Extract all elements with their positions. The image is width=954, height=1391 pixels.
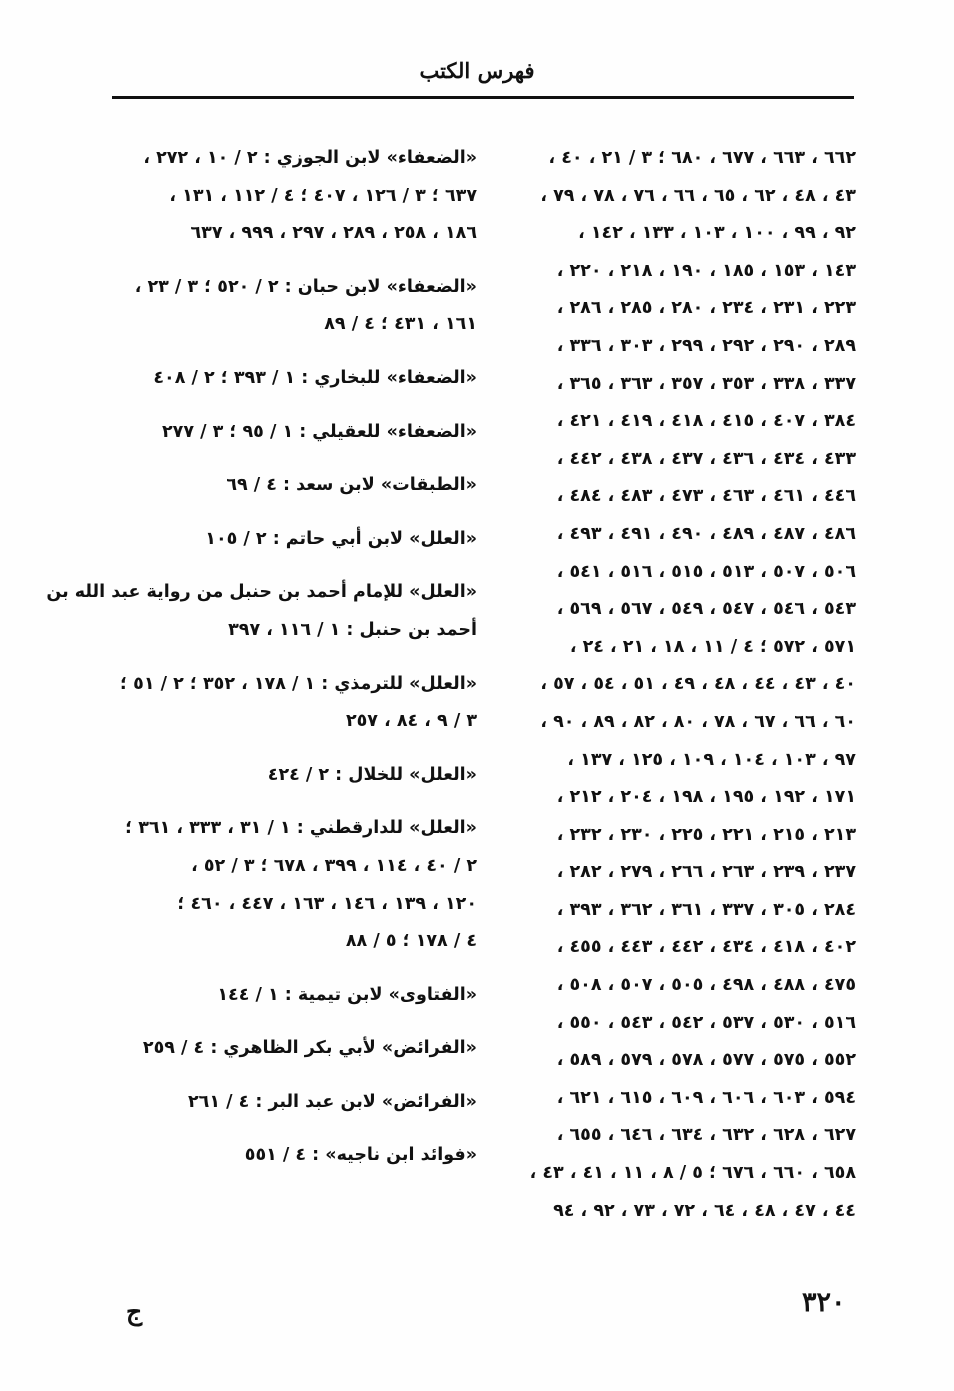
book-entry-line: «الضعفاء» للبخاري : ١ / ٣٩٣ ؛ ٢ / ٤٠٨ xyxy=(153,367,477,388)
book-entry-line: ٢ / ٤٠ ، ١١٤ ، ٣٩٩ ، ٦٧٨ ؛ ٣ / ٥٢ ، xyxy=(191,855,477,876)
book-entry xyxy=(112,757,477,795)
index-line: ٢٢٣ ، ٢٣١ ، ٢٣٤ ، ٢٨٠ ، ٢٨٥ ، ٢٨٦ ، xyxy=(556,298,856,319)
book-entry xyxy=(112,810,477,960)
index-line: ٦٠ ، ٦٦ ، ٦٧ ، ٧٨ ، ٨٠ ، ٨٢ ، ٨٩ ، ٩٠ ، xyxy=(540,711,856,732)
book-entry-line: «فوائد ابن ناجيه» : ٤ / ٥٥١ xyxy=(244,1145,477,1166)
header-rule xyxy=(112,96,854,99)
book-entry-line: ٤ / ١٧٨ ؛ ٥ / ٨٨ xyxy=(345,931,477,952)
book-entry xyxy=(112,140,477,253)
book-entry-line: «العلل» للترمذي : ١ / ١٧٨ ، ٣٥٢ ؛ ٢ / ٥١ ؛ xyxy=(120,673,477,694)
book-entry xyxy=(112,1137,477,1175)
book-entry xyxy=(112,1084,477,1122)
index-line: ١٤٣ ، ١٥٣ ، ١٨٥ ، ١٩٠ ، ٢١٨ ، ٢٢٠ ، xyxy=(556,260,856,281)
book-entry xyxy=(112,360,477,398)
index-line: ٢٨٤ ، ٣٠٥ ، ٣٣٧ ، ٣٦١ ، ٣٦٢ ، ٣٩٣ ، xyxy=(556,899,856,920)
index-line: ٤٣ ، ٤٨ ، ٦٢ ، ٦٥ ، ٦٦ ، ٧٦ ، ٧٨ ، ٧٩ ، xyxy=(540,185,856,206)
index-line: ٦٦٢ ، ٦٦٣ ، ٦٧٧ ، ٦٨٠ ؛ ٣ / ٢١ ، ٤٠ ، xyxy=(548,148,856,168)
book-entry-line: «الفرائض» لابن عبد البر : ٤ / ٢٦١ xyxy=(187,1091,477,1112)
page-number: ٣٢٠ xyxy=(802,1287,846,1318)
book-entry-line: ١٨٦ ، ٢٥٨ ، ٢٨٩ ، ٢٩٧ ، ٩٩٩ ، ٦٣٧ xyxy=(190,223,477,244)
book-entry xyxy=(112,1030,477,1068)
index-line: ٥٠٦ ، ٥٠٧ ، ٥١٣ ، ٥١٥ ، ٥١٦ ، ٥٤١ ، xyxy=(556,561,856,582)
index-line: ٤٤٦ ، ٤٦١ ، ٤٦٣ ، ٤٧٣ ، ٤٨٣ ، ٤٨٤ ، xyxy=(556,486,856,507)
book-entry-line: أحمد بن حنبل : ١ / ١١٦ ، ٣٩٧ xyxy=(228,619,477,640)
book-entry-line: «الفرائض» لأبي بكر الظاهري : ٤ / ٢٥٩ xyxy=(142,1038,477,1059)
book-entry-line: ٣ / ٩ ، ٨٤ ، ٢٥٧ xyxy=(345,711,477,732)
index-line: ٦٥٨ ، ٦٦٠ ، ٦٧٦ ؛ ٥ / ٨ ، ١١ ، ٤١ ، ٤٣ ، xyxy=(529,1163,856,1184)
book-entry xyxy=(112,977,477,1015)
index-line: ٢٨٩ ، ٢٩٠ ، ٢٩٢ ، ٢٩٩ ، ٣٠٣ ، ٣٣٦ ، xyxy=(556,335,856,356)
index-line: ٤٧٥ ، ٤٨٨ ، ٤٩٨ ، ٥٠٥ ، ٥٠٧ ، ٥٠٨ ، xyxy=(556,975,856,996)
book-entry-line: «الطبقات» لابن سعد : ٤ / ٦٩ xyxy=(226,475,477,496)
book-entry-line: ٦٣٧ ؛ ٣ / ١٢٦ ، ٤٠٧ ؛ ٤ / ١١٢ ، ١٣١ ، xyxy=(169,185,477,206)
book-entry xyxy=(112,269,477,344)
index-line: ٤٣٣ ، ٤٣٤ ، ٤٣٦ ، ٤٣٧ ، ٤٣٨ ، ٤٤٢ ، xyxy=(556,448,856,469)
index-line: ٥٤٣ ، ٥٤٦ ، ٥٤٧ ، ٥٤٩ ، ٥٦٧ ، ٥٦٩ ، xyxy=(556,599,856,620)
book-entry xyxy=(46,574,477,649)
book-entry xyxy=(112,521,477,559)
book-entry-line: «الضعفاء» للعقيلي : ١ / ٩٥ ؛ ٣ / ٢٧٧ xyxy=(161,421,477,442)
index-line: ٦٢٧ ، ٦٢٨ ، ٦٣٢ ، ٦٣٤ ، ٦٤٦ ، ٦٥٥ ، xyxy=(556,1125,856,1146)
index-line: ٤٠٢ ، ٤١٨ ، ٤٣٤ ، ٤٤٢ ، ٤٤٣ ، ٤٥٥ ، xyxy=(556,937,856,958)
book-entry-line: «الفتاوى» لابن تيمية : ١ / ١٤٤ xyxy=(217,984,477,1005)
book-entry-line: «الضعفاء» لابن حبان : ٢ / ٥٢٠ ؛ ٣ / ٢٣ ، xyxy=(134,276,477,297)
book-entry xyxy=(112,467,477,505)
index-line: ٩٢ ، ٩٩ ، ١٠٠ ، ١٠٣ ، ١٣٣ ، ١٤٢ ، xyxy=(578,223,856,244)
page-title: فهرس الكتب xyxy=(419,58,535,83)
index-line: ١٧١ ، ١٩٢ ، ١٩٥ ، ١٩٨ ، ٢٠٤ ، ٢١٢ ، xyxy=(556,787,856,808)
index-line: ٤٤ ، ٤٧ ، ٤٨ ، ٦٤ ، ٧٢ ، ٧٣ ، ٩٢ ، ٩٤ xyxy=(553,1200,856,1221)
left-column-book-entries xyxy=(46,140,477,1191)
index-line: ٤٠ ، ٤٣ ، ٤٤ ، ٤٨ ، ٤٩ ، ٥١ ، ٥٤ ، ٥٧ ، xyxy=(540,674,856,695)
index-line: ٣٣٧ ، ٣٣٨ ، ٣٥٣ ، ٣٥٧ ، ٣٦٣ ، ٣٦٥ ، xyxy=(556,373,856,394)
book-entry-line: «العلل» للدارقطني : ١ / ٣١ ، ٣٣٣ ، ٣٦١ ؛ xyxy=(125,818,477,839)
book-entry xyxy=(112,666,477,741)
book-entry-line: «العلل» للإمام أحمد بن حنبل من رواية عبد الله بن xyxy=(46,582,477,603)
book-entry-line: «العلل» للخلال : ٢ / ٤٢٤ xyxy=(267,764,477,785)
book-entry-line: ١٢٠ ، ١٣٩ ، ١٤٦ ، ١٦٣ ، ٤٤٧ ، ٤٦٠ ؛ xyxy=(177,893,477,914)
index-line: ٥٧١ ، ٥٧٢ ؛ ٤ / ١١ ، ١٨ ، ٢١ ، ٢٤ ، xyxy=(569,636,856,657)
book-entry xyxy=(112,414,477,452)
index-line: ٩٧ ، ١٠٣ ، ١٠٤ ، ١٠٩ ، ١٢٥ ، ١٣٧ ، xyxy=(567,749,856,770)
index-line: ٥٥٢ ، ٥٧٥ ، ٥٧٧ ، ٥٧٨ ، ٥٧٩ ، ٥٨٩ ، xyxy=(556,1050,856,1071)
book-entry-line: «العلل» لابن أبي حاتم : ٢ / ١٠٥ xyxy=(205,528,477,549)
index-line: ٣٨٤ ، ٤٠٧ ، ٤١٥ ، ٤١٨ ، ٤١٩ ، ٤٢١ ، xyxy=(556,411,856,432)
index-line: ٥١٦ ، ٥٣٠ ، ٥٣٧ ، ٥٤٢ ، ٥٤٣ ، ٥٥٠ ، xyxy=(556,1012,856,1033)
book-entry-line: ١٦١ ، ٤٣١ ؛ ٤ / ٨٩ xyxy=(324,314,477,335)
index-line: ٢١٣ ، ٢١٥ ، ٢٢١ ، ٢٢٥ ، ٢٣٠ ، ٢٣٢ ، xyxy=(556,824,856,845)
index-line: ٢٣٧ ، ٢٣٩ ، ٢٦٣ ، ٢٦٦ ، ٢٧٩ ، ٢٨٢ ، xyxy=(556,862,856,883)
index-line: ٤٨٦ ، ٤٨٧ ، ٤٨٩ ، ٤٩٠ ، ٤٩١ ، ٤٩٣ ، xyxy=(556,523,856,544)
right-column-index-numbers xyxy=(500,140,856,1230)
signature-mark: ج xyxy=(126,1297,143,1326)
index-line: ٥٩٤ ، ٦٠٣ ، ٦٠٦ ، ٦٠٩ ، ٦١٥ ، ٦٢١ ، xyxy=(556,1087,856,1108)
book-entry-line: «الضعفاء» لابن الجوزي : ٢ / ١٠ ، ٢٧٢ ، xyxy=(143,148,477,168)
